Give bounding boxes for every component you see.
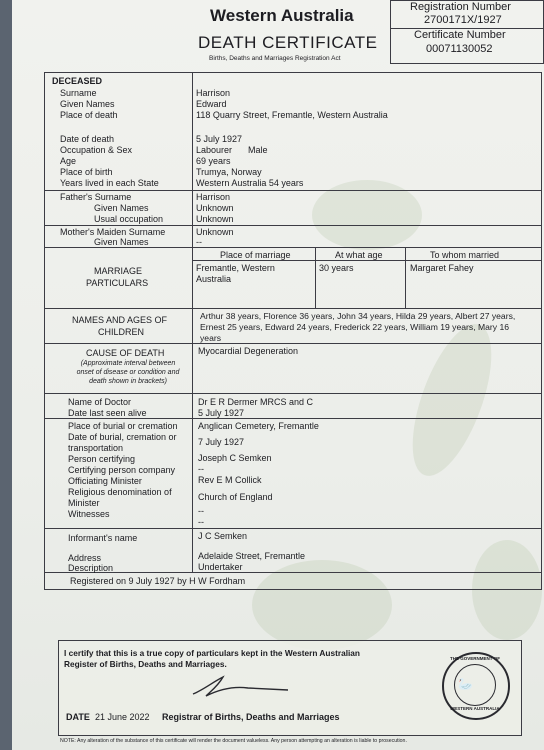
burial-place-label: Place of burial or cremation [68,421,178,431]
surname-value: Harrison [196,88,231,98]
informant-description-value: Undertaker [198,562,243,572]
mother-given-names-label: Given Names [94,237,149,247]
father-occupation-value: Unknown [196,214,234,224]
registrar-title: Registrar of Births, Deaths and Marriages [162,712,340,722]
father-given-names-value: Unknown [196,203,234,213]
marriage-age-value: 30 years [319,263,354,273]
column-divider [192,72,193,247]
column-divider [192,308,193,393]
father-surname-value: Harrison [196,192,231,202]
doctor-name-label: Name of Doctor [68,397,132,407]
cause-value: Myocardial Degeneration [198,346,299,356]
certification-text: Register of Births, Deaths and Marriages. [64,659,227,669]
marriage-age-header: At what age [335,250,383,260]
sex-value: Male [248,145,268,155]
certification-date: 21 June 2022 [95,712,150,722]
children-label: NAMES AND AGES OF [72,315,168,325]
row-divider [44,343,541,344]
certificate-number: 00071130052 [426,43,493,55]
marriage-column-divider [405,247,406,308]
cause-note: (Approximate interval between [80,360,176,367]
witness-value: -- [198,517,204,527]
father-surname-label: Father's Surname [60,192,132,202]
children-value: Ernest 25 years, Edward 24 years, Frederick 22 years, William 19 years, Mary 16 [200,322,510,332]
cause-label: CAUSE OF DEATH [86,348,165,358]
certificate-number-label: Certificate Number [414,29,506,41]
marriage-spouse-header: To whom married [430,250,500,260]
children-label: CHILDREN [98,327,145,337]
mother-surname-label: Mother's Maiden Surname [60,227,166,237]
registered-line: Registered on 9 July 1927 by H W Fordham [70,576,246,586]
last-seen-value: 5 July 1927 [198,408,245,418]
burial-place-value: Anglican Cemetery, Fremantle [198,421,319,431]
marriage-place-header: Place of marriage [220,250,291,260]
minister-value: Rev E M Collick [198,475,262,485]
marriage-header-divider [192,260,541,261]
column-divider [192,393,193,573]
act-reference: Births, Deaths and Marriages Registration Act [209,55,341,62]
father-given-names-label: Given Names [94,203,149,213]
marriage-column-divider [315,247,316,308]
informant-name-value: J C Semken [198,531,248,541]
company-label: Certifying person company [68,465,176,475]
mother-given-names-value: -- [196,237,202,247]
father-occupation-label: Usual occupation [94,214,164,224]
registration-number: 2700171X/1927 [424,14,502,26]
burial-date-label: Date of burial, cremation or [68,432,177,442]
religion-value: Church of England [198,492,273,502]
row-divider [44,528,541,529]
given-names-label: Given Names [60,99,115,109]
informant-description-label: Description [68,563,114,573]
swan-emblem-icon: 🦢 [458,677,473,691]
doctor-name-value: Dr E R Dermer MRCS and C [198,397,314,407]
marriage-spouse-value: Margaret Fahey [410,263,474,273]
state-title: Western Australia [210,6,354,25]
witness-value: -- [198,506,204,516]
minister-label: Officiating Minister [68,476,142,486]
place-of-death-label: Place of death [60,110,118,120]
date-of-death-value: 5 July 1927 [196,134,243,144]
burial-date-label: transportation [68,443,124,453]
age-label: Age [60,156,77,166]
date-of-death-label: Date of death [60,134,115,144]
place-of-death-value: 118 Quarry Street, Fremantle, Western Australia [196,110,388,120]
marriage-label: MARRIAGE [94,266,143,276]
age-value: 69 years [196,156,231,166]
certifier-value: Joseph C Semken [198,453,272,463]
cause-note: death shown in brackets) [89,378,167,385]
row-divider [44,418,541,419]
last-seen-label: Date last seen alive [68,408,147,418]
certificate-paper [12,0,544,750]
informant-address-value: Adelaide Street, Fremantle [198,551,306,561]
marriage-column-divider [192,247,193,308]
burial-date-value: 7 July 1927 [198,437,245,447]
occupation-label: Occupation & Sex [60,145,133,155]
certification-date-label: DATE [66,712,90,722]
mother-surname-value: Unknown [196,227,234,237]
row-divider [44,190,541,191]
registrar-signature [188,672,298,702]
children-value: Arthur 38 years, Florence 36 years, John 34 years, Hilda 29 years, Albert 27 years, [200,311,516,321]
marriage-place-value: Australia [196,274,232,284]
seal-text-bottom: WESTERN AUSTRALIA [450,706,500,711]
religion-label: Minister [68,498,100,508]
registration-number-label: Registration Number [410,1,511,13]
deceased-section-label: DECEASED [52,76,103,86]
company-value: -- [198,464,204,474]
row-divider [44,572,541,573]
place-of-birth-label: Place of birth [60,167,113,177]
children-value: years [200,333,222,343]
certifier-label: Person certifying [68,454,136,464]
years-in-state-label: Years lived in each State [60,178,159,188]
row-divider [44,247,541,248]
row-divider [44,393,541,394]
years-in-state-value: Western Australia 54 years [196,178,304,188]
certification-text: I certify that this is a true copy of particulars kept in the Western Australian [64,648,360,658]
marriage-label: PARTICULARS [86,278,149,288]
given-names-value: Edward [196,99,227,109]
informant-address-label: Address [68,553,102,563]
occupation-value: Labourer [196,145,233,155]
surname-label: Surname [60,88,97,98]
row-divider [44,308,541,309]
seal-text-top: THE GOVERNMENT OF [450,656,501,661]
place-of-birth-value: Trumya, Norway [196,167,262,177]
informant-name-label: Informant's name [68,533,138,543]
alteration-note: NOTE: Any alteration of the substance of this certificate will render the document valueless. Any person attempting an alteration is liable to prosecution. [60,738,407,744]
religion-label: Religious denomination of [68,487,172,497]
row-divider [44,225,541,226]
cause-note: onset of disease or condition and [76,369,180,376]
marriage-place-value: Fremantle, Western [196,263,275,273]
witnesses-label: Witnesses [68,509,110,519]
document-title: DEATH CERTIFICATE [198,33,378,52]
